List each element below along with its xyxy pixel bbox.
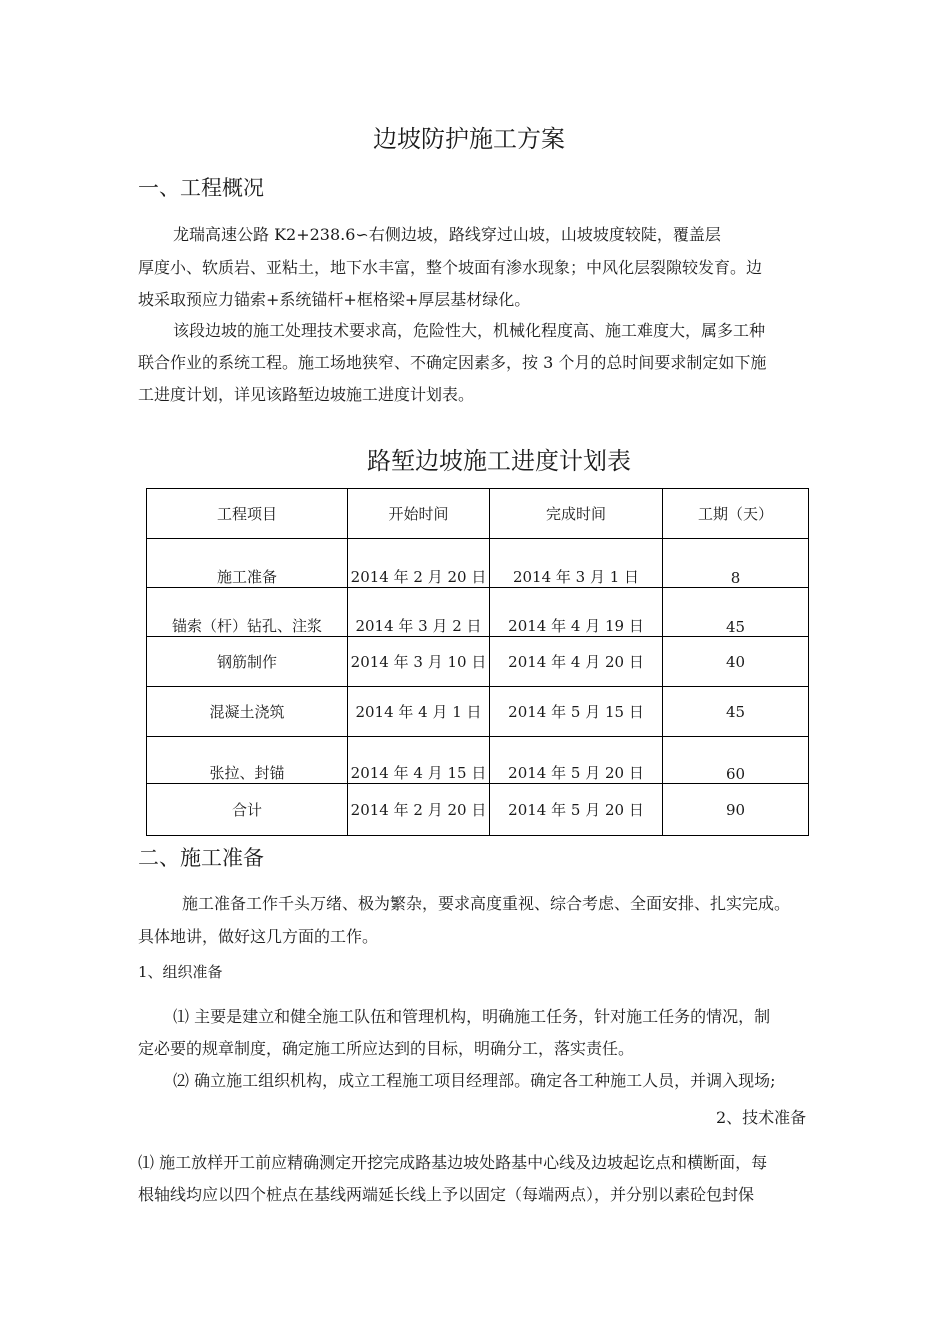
table-cell: 2014 年 2 月 20 日 <box>348 539 490 588</box>
table-cell: 60 <box>663 737 809 784</box>
table-cell: 合计 <box>147 784 348 836</box>
table-row <box>147 737 809 784</box>
overview-para1-line2: 厚度小、软质岩、亚粘土，地下水丰富，整个坡面有渗水现象；中风化层裂隙较发育。边 <box>138 258 763 277</box>
organization-item1-line1: ⑴ 主要是建立和健全施工队伍和管理机构，明确施工任务，针对施工任务的情况，制 <box>173 1007 771 1026</box>
organization-item1-line2: 定必要的规章制度，确定施工所应达到的目标，明确分工，落实责任。 <box>138 1039 635 1058</box>
technical-item1-line1: ⑴ 施工放样开工前应精确测定开挖完成路基边坡处路基中心线及边坡起讫点和横断面，每 <box>138 1153 768 1172</box>
table-cell: 45 <box>663 588 809 637</box>
subheading-technical: 2、技术准备 <box>716 1108 807 1127</box>
table-cell: 90 <box>663 784 809 836</box>
document-title: 边坡防护施工方案 <box>373 125 565 153</box>
table-cell: 2014 年 5 月 20 日 <box>490 737 663 784</box>
technical-item1-line2: 根轴线均应以四个桩点在基线两端延长线上予以固定（每端两点），并分别以素砼包封保 <box>138 1185 755 1204</box>
overview-para1-line1: 龙瑞高速公路 K2+238.6∽右侧边坡，路线穿过山坡，山坡坡度较陡，覆盖层 <box>173 225 721 244</box>
table-row <box>147 588 809 637</box>
table-cell: 40 <box>663 637 809 687</box>
table-cell: 2014 年 3 月 2 日 <box>348 588 490 637</box>
table-cell: 2014 年 2 月 20 日 <box>348 784 490 836</box>
overview-para1-line3: 坡采取预应力锚索+系统锚杆+框格梁+厚层基材绿化。 <box>138 290 531 309</box>
table-cell: 施工准备 <box>147 539 348 588</box>
section-heading-preparation: 二、施工准备 <box>138 846 264 870</box>
header-cell: 工期（天） <box>663 489 809 539</box>
table-cell: 2014 年 4 月 1 日 <box>348 687 490 737</box>
table-row <box>147 687 809 737</box>
schedule-table <box>146 488 809 836</box>
table-cell: 钢筋制作 <box>147 637 348 687</box>
table-row <box>147 539 809 588</box>
table-cell: 2014 年 4 月 20 日 <box>490 637 663 687</box>
table-title: 路堑边坡施工进度计划表 <box>367 447 631 475</box>
table-cell: 混凝土浇筑 <box>147 687 348 737</box>
table-row <box>147 637 809 687</box>
overview-para2-line2: 联合作业的系统工程。施工场地狭窄、不确定因素多，按 3 个月的总时间要求制定如下施 <box>138 353 767 372</box>
subheading-organization: 1、组织准备 <box>138 963 223 981</box>
section-heading-overview: 一、工程概况 <box>138 176 264 200</box>
header-cell: 工程项目 <box>147 489 348 539</box>
table-cell: 8 <box>663 539 809 588</box>
header-cell: 完成时间 <box>490 489 663 539</box>
table-cell: 锚索（杆）钻孔、注浆 <box>147 588 348 637</box>
table-cell: 张拉、封锚 <box>147 737 348 784</box>
table-cell: 2014 年 4 月 19 日 <box>490 588 663 637</box>
table-cell: 2014 年 3 月 1 日 <box>490 539 663 588</box>
preparation-intro-line1: 施工准备工作千头万绪、极为繁杂，要求高度重视、综合考虑、全面安排、扎实完成。 <box>182 894 791 913</box>
table-row-total <box>147 784 809 836</box>
organization-item2: ⑵ 确立施工组织机构，成立工程施工项目经理部。确定各工种施工人员，并调入现场; <box>173 1071 776 1090</box>
table-header-row <box>147 489 809 539</box>
overview-para2-line1: 该段边坡的施工处理技术要求高，危险性大，机械化程度高、施工难度大，属多工种 <box>173 321 766 340</box>
table-cell: 2014 年 5 月 20 日 <box>490 784 663 836</box>
table-cell: 45 <box>663 687 809 737</box>
header-cell: 开始时间 <box>348 489 490 539</box>
preparation-intro-line2: 具体地讲，做好这几方面的工作。 <box>138 927 379 946</box>
table-cell: 2014 年 3 月 10 日 <box>348 637 490 687</box>
overview-para2-line3: 工进度计划，详见该路堑边坡施工进度计划表。 <box>138 385 475 404</box>
table-cell: 2014 年 5 月 15 日 <box>490 687 663 737</box>
table-cell: 2014 年 4 月 15 日 <box>348 737 490 784</box>
